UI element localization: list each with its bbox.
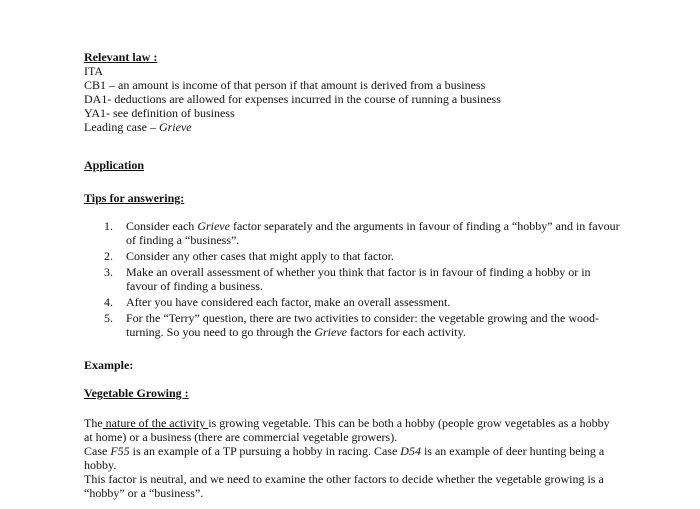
list-item-number: 1.: [104, 219, 113, 233]
list-item-number: 5.: [104, 311, 113, 325]
vegetable-heading: Vegetable Growing :: [84, 386, 189, 400]
list-item-text: factor separately and the arguments in favour of finding a “hobby” and in favour of finding a “business”.: [126, 219, 620, 247]
leading-case-label: Leading case –: [84, 120, 159, 134]
law-line-ita: ITA: [84, 64, 104, 78]
list-item-text: Make an overall assessment of whether you think that factor is in favour of finding a hobby or in favour of finding a business.: [126, 265, 591, 293]
list-item-number: 2.: [104, 249, 113, 263]
list-item: [84, 249, 624, 263]
list-item: [84, 295, 624, 309]
vegetable-paragraph-3: This factor is neutral, and we need to examine the other factors to decide whether the vegetable growing is a “hobby” or a “business”.: [84, 472, 604, 500]
law-line-da1: DA1- deductions are allowed for expenses incurred in the course of running a business: [84, 92, 501, 106]
list-item-text: After you have considered each factor, make an overall assessment.: [126, 295, 451, 309]
tips-heading: Tips for answering:: [84, 191, 185, 205]
paragraph-text: The: [84, 416, 103, 430]
relevant-law-section: [84, 50, 684, 134]
example-heading: Example:: [84, 358, 134, 372]
paragraph-text: is an example of a TP pursuing a hobby in racing. Case: [129, 444, 401, 458]
list-item-text: factors for each activity.: [346, 325, 466, 339]
paragraph-text: is growing vegetable. This can be both a hobby (people grow vegetables as a hobby at home) or a business (there are commercial vegetable growers).: [84, 416, 610, 444]
vegetable-body: [84, 416, 614, 500]
application-section: [84, 158, 144, 172]
list-item-text: Consider any other cases that might apply to that factor.: [126, 249, 394, 263]
relevant-law-heading: Relevant law :: [84, 50, 158, 64]
underlined-phrase: nature of the activity: [102, 416, 209, 430]
tips-section: [84, 191, 184, 205]
law-line-ya1: YA1- see definition of business: [84, 106, 235, 120]
list-item: [84, 219, 624, 247]
leading-case-line: [84, 120, 684, 134]
list-item-number: 3.: [104, 265, 113, 279]
paragraph-text: Case: [84, 444, 111, 458]
vegetable-paragraph-2: [84, 444, 614, 472]
case-name: Grieve: [314, 325, 347, 339]
tips-list: [84, 219, 624, 341]
vegetable-paragraph-1: [84, 416, 614, 444]
law-line-cb1: CB1 – an amount is income of that person if that amount is derived from a business: [84, 78, 486, 92]
application-heading: Application: [84, 158, 145, 172]
case-name: F55: [110, 444, 130, 458]
document-body: [84, 50, 684, 500]
list-item-text: Consider each: [126, 219, 198, 233]
case-name: D54: [400, 444, 421, 458]
vegetable-section: [84, 386, 189, 400]
list-item-text: For the “Terry” question, there are two activities to consider: the vegetable growing and the wood-turning. So you need to go through the: [126, 311, 600, 339]
case-name: Grieve: [197, 219, 230, 233]
list-item-number: 4.: [104, 295, 113, 309]
list-item: [84, 265, 624, 293]
paragraph-text: is an example of deer hunting being a hobby.: [84, 444, 605, 472]
list-item: [84, 311, 624, 339]
leading-case-name: Grieve: [158, 120, 192, 134]
